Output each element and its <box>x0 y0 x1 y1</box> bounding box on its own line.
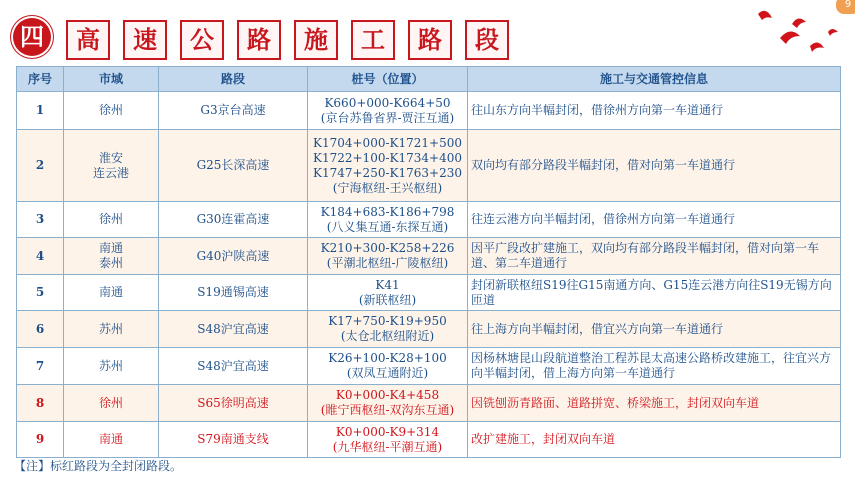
column-header: 市域 <box>64 67 159 92</box>
road-cell: S48沪宜高速 <box>159 311 308 348</box>
table-row <box>17 130 841 202</box>
city-cell <box>64 385 159 422</box>
section-number-badge: 四 <box>13 18 51 56</box>
stake-cell <box>308 130 468 202</box>
table-row <box>17 385 841 422</box>
seq-cell: 9 <box>17 422 64 458</box>
city-name: 南通 <box>98 432 123 446</box>
stake-line: (新联枢纽) <box>358 292 417 307</box>
city-cell <box>64 92 159 130</box>
stake-cell <box>308 202 468 238</box>
section-header <box>0 0 855 66</box>
road-cell: S65徐明高速 <box>159 385 308 422</box>
city-name: 淮安 <box>98 150 123 165</box>
seq-cell: 4 <box>17 238 64 275</box>
seq-cell: 8 <box>17 385 64 422</box>
stake-cell <box>308 348 468 385</box>
info-cell: 往上海方向半幅封闭，借宜兴方向第一车道通行 <box>468 311 841 348</box>
road-cell: S79南通支线 <box>159 422 308 458</box>
seq-cell: 7 <box>17 348 64 385</box>
stake-line: (九华枢纽-平潮互通) <box>332 439 443 454</box>
city-name: 南通 <box>98 241 123 255</box>
stake-line: K0+000-K4+458 <box>335 388 440 402</box>
road-cell: G30连霍高速 <box>159 202 308 238</box>
info-cell: 因铣刨沥青路面、道路拼宽、桥梁施工，封闭双向车道 <box>468 385 841 422</box>
city-cell <box>64 130 159 202</box>
column-header: 施工与交通管控信息 <box>468 67 841 92</box>
title-char: 速 <box>123 20 167 60</box>
table-row <box>17 422 841 458</box>
column-header: 桩号（位置） <box>308 67 468 92</box>
construction-table <box>16 66 841 458</box>
city-name: 泰州 <box>98 256 123 270</box>
title-char: 路 <box>237 20 281 60</box>
stake-line: (京台苏鲁省界-贾汪互通) <box>320 110 455 125</box>
city-cell <box>64 348 159 385</box>
info-cell: 因杨林塘昆山段航道整治工程苏昆太高速公路桥改建施工，往宜兴方向半幅封闭，借上海方向第一车道通行 <box>468 348 841 385</box>
info-cell: 因平广段改扩建施工，双向均有部分路段半幅封闭，借对向第一车道、第二车道通行 <box>468 238 841 275</box>
seq-cell: 5 <box>17 275 64 311</box>
road-cell: S19通锡高速 <box>159 275 308 311</box>
stake-line: K184+683-K186+798 <box>320 204 455 219</box>
table-row <box>17 92 841 130</box>
city-name: 苏州 <box>98 321 123 336</box>
city-cell <box>64 202 159 238</box>
stake-line: K1747+250-K1763+230 <box>313 165 462 180</box>
city-name: 徐州 <box>98 103 123 117</box>
title-char: 施 <box>294 20 338 60</box>
stake-line: K660+000-K664+50 <box>324 95 451 110</box>
stake-line: (太仓北枢纽附近) <box>340 329 435 343</box>
stake-line: K17+750-K19+950 <box>328 314 447 328</box>
info-cell: 改扩建施工，封闭双向车道 <box>468 422 841 458</box>
title-char: 路 <box>408 20 452 60</box>
stake-line: (双凤互通附近) <box>346 366 429 380</box>
stake-line: (睢宁西枢纽-双沟东互通) <box>320 403 455 417</box>
stake-line: K26+100-K28+100 <box>328 351 447 365</box>
stake-cell <box>308 92 468 130</box>
table-row <box>17 311 841 348</box>
stake-line: K210+300-K258+226 <box>320 241 455 255</box>
stake-line: K1722+100-K1734+400 <box>313 150 462 165</box>
stake-line: K0+000-K9+314 <box>335 424 440 439</box>
city-cell <box>64 238 159 275</box>
table-row <box>17 202 841 238</box>
stake-line: (平潮北枢纽-广陵枢纽) <box>326 256 449 270</box>
table-row <box>17 348 841 385</box>
road-cell: G40沪陕高速 <box>159 238 308 275</box>
city-name: 连云港 <box>92 165 129 180</box>
stake-cell <box>308 311 468 348</box>
stake-line: (宁海枢纽-王兴枢纽) <box>332 180 443 195</box>
info-cell: 封闭新联枢纽S19往G15南通方向、G15连云港方向往S19无锡方向匝道 <box>468 275 841 311</box>
column-header: 路段 <box>159 67 308 92</box>
bird-decoration-icon <box>740 0 850 66</box>
road-cell: G3京台高速 <box>159 92 308 130</box>
footnote: 【注】标红路段为全封闭路段。 <box>14 459 183 473</box>
column-header: 序号 <box>17 67 64 92</box>
title-char: 段 <box>465 20 509 60</box>
table-header-row <box>17 67 841 92</box>
road-cell: G25长深高速 <box>159 130 308 202</box>
city-name: 南通 <box>98 285 123 299</box>
seq-cell: 6 <box>17 311 64 348</box>
title-char: 高 <box>66 20 110 60</box>
city-cell <box>64 275 159 311</box>
stake-line: K1704+000-K1721+500 <box>313 135 462 150</box>
stake-cell <box>308 275 468 311</box>
stake-cell <box>308 385 468 422</box>
city-name: 徐州 <box>98 212 123 226</box>
info-cell: 往山东方向半幅封闭，借徐州方向第一车道通行 <box>468 92 841 130</box>
title-char: 工 <box>351 20 395 60</box>
road-cell: S48沪宜高速 <box>159 348 308 385</box>
city-name: 徐州 <box>98 395 123 410</box>
seq-cell: 1 <box>17 92 64 130</box>
corner-badge: 9 <box>836 0 855 14</box>
table-row <box>17 275 841 311</box>
info-cell: 双向均有部分路段半幅封闭，借对向第一车道通行 <box>468 130 841 202</box>
stake-line: (八义集互通-东探互通) <box>326 219 449 234</box>
stake-cell <box>308 238 468 275</box>
city-cell <box>64 422 159 458</box>
stake-line: K41 <box>375 277 400 292</box>
stake-cell <box>308 422 468 458</box>
seq-cell: 3 <box>17 202 64 238</box>
city-name: 苏州 <box>98 358 123 373</box>
seq-cell: 2 <box>17 130 64 202</box>
table-row <box>17 238 841 275</box>
city-cell <box>64 311 159 348</box>
title-char: 公 <box>180 20 224 60</box>
info-cell: 往连云港方向半幅封闭，借徐州方向第一车道通行 <box>468 202 841 238</box>
